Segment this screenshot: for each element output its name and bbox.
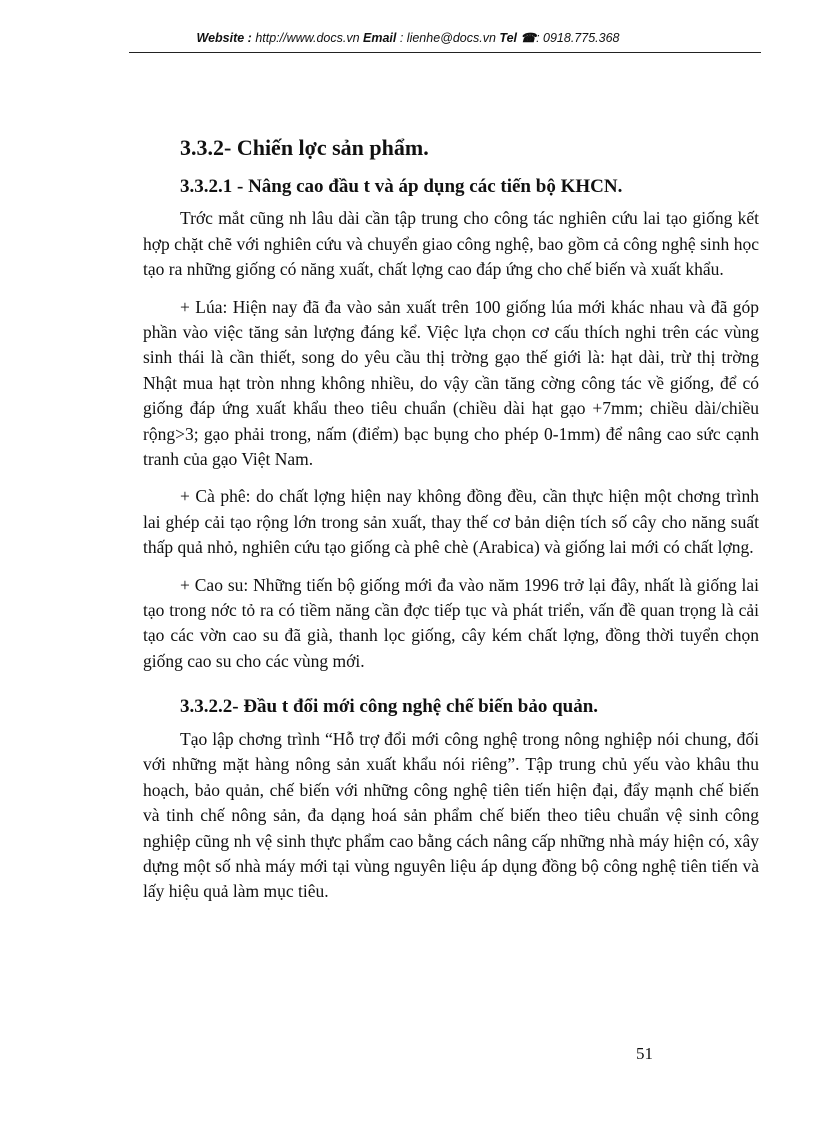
website-value: http://www.docs.vn	[251, 31, 364, 45]
page-number: 51	[636, 1044, 653, 1063]
paragraph: Tạo lập chơng trình “Hỗ trợ đổi mới công nghệ trong nông nghiệp nói chung, đối với những mặt hàng nông sản xuất khẩu nói riêng”. Tập trung chủ yếu vào khâu thu hoạch, bảo quản, chế biến với những công nghệ tiên tiến hiện đại, đẩy mạnh chế biến và tinh chế nông sản, đa dạng hoá sản phẩm chế biến theo tiêu chuẩn vệ sinh công nghiệp cũng nh vệ sinh thực phẩm cao bằng cách nâng cấp những nhà máy hiện có, xây dựng một số nhà máy mới tại vùng nguyên liệu áp dụng đồng bộ công nghệ tiên tiến và lấy hiệu quả làm mục tiêu.	[143, 728, 759, 902]
tel-value: : 0918.775.368	[536, 31, 620, 45]
section-title: 3.3.2- Chiến lợc sản phẩm.	[180, 135, 429, 160]
subsection-1-title: 3.3.2.1 - Nâng cao đầu t và áp dụng các tiến bộ KHCN.	[180, 175, 623, 197]
paragraph: + Lúa: Hiện nay đã đa vào sản xuất trên 100 giống lúa mới khác nhau và đã góp phần vào việc tăng sản lượng đáng kể. Việc lựa chọn cơ cấu thích nghi trên các vùng sinh thái là cần thiết, song do yêu cầu thị trờng gạo thế giới là: hạt dài, trừ thị trờng Nhật mua hạt tròn nhng không nhiều, do vậy cần tăng cờng công tác về giống, để có giống đáp ứng xuất khẩu theo tiêu chuẩn (chiều dài hạt gạo +7mm; chiều dài/chiều rộng>3; gạo phải trong, nấm (điểm) bạc bụng cho phép 0-1mm) để nâng cao sức cạnh tranh của gạo Việt Nam.	[143, 296, 759, 470]
document-body	[143, 130, 759, 917]
paragraph: + Cao su: Những tiến bộ giống mới đa vào năm 1996 trở lại đây, nhất là giống lai tạo trong nớc tỏ ra có tiềm năng cần đợc tiếp tục và phát triển, vấn đề quan trọng là cải tạo các vờn cao su đã già, thanh lọc giống, cây kém chất lợng, đồng thời tuyển chọn giống cao su cho các vùng mới.	[143, 574, 759, 671]
email-label: Email	[363, 31, 397, 45]
subsection-2-title: 3.3.2.2- Đầu t đổi mới công nghệ chế biến bảo quản.	[180, 696, 599, 718]
paragraph: + Cà phê: do chất lợng hiện nay không đồng đều, cần thực hiện một chơng trình lai ghép cải tạo rộng lớn trong sản xuất, thay thế cơ bản diện tích số cây cho năng suất thấp quả nhỏ, nghiên cứu tạo giống cà phê chè (Arabica) và giống lai mới có chất lợng.	[143, 486, 759, 558]
email-value: : lienhe@docs.vn	[396, 31, 500, 45]
header-rule	[129, 52, 761, 53]
tel-label: Tel	[499, 31, 518, 45]
page-header	[0, 30, 816, 45]
paragraph: Trớc mắt cũng nh lâu dài cần tập trung cho công tác nghiên cứu lai tạo giống kết hợp chặt chẽ với nghiên cứu và chuyển giao công nghệ, bao gồm cả công nghệ sinh học tạo ra những giống có năng xuất, chất lợng cao đáp ứng cho chế biến và xuất khẩu.	[143, 208, 759, 280]
website-label: Website :	[196, 31, 252, 45]
phone-icon: ☎	[520, 31, 537, 45]
